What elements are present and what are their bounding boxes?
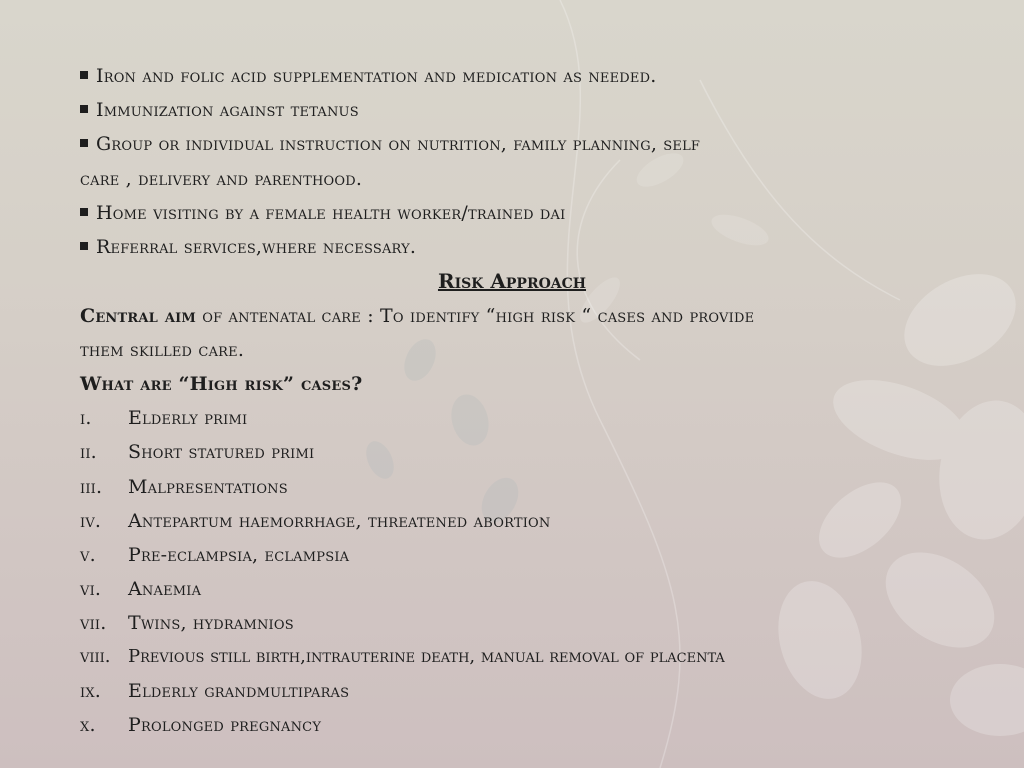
case-number: iv. [80, 510, 102, 532]
central-aim-label: Central aim [80, 305, 196, 327]
case-text: Prolonged pregnancy [128, 714, 322, 736]
central-aim-text: of antenatal care : To identify “high risk “ cases and provide [196, 305, 755, 327]
square-bullet-icon [80, 242, 88, 250]
case-number: vii. [80, 612, 107, 634]
square-bullet-icon [80, 208, 88, 216]
case-number: iii. [80, 476, 103, 498]
case-item [80, 611, 294, 635]
square-bullet-icon [80, 105, 88, 113]
case-number: vi. [80, 578, 102, 600]
case-number: viii. [80, 646, 111, 667]
case-item [80, 406, 247, 430]
central-aim-line [80, 304, 754, 328]
case-item [80, 440, 314, 464]
square-bullet-icon [80, 139, 88, 147]
bullet-item: Iron and folic acid supplementation and medication as needed. [80, 64, 656, 88]
case-number: i. [80, 407, 92, 429]
case-number: x. [80, 714, 96, 736]
section-heading: Risk Approach [437, 269, 587, 293]
case-item [80, 679, 349, 703]
case-number: v. [80, 544, 96, 566]
bullet-item: Immunization against tetanus [80, 98, 359, 122]
case-item [80, 475, 288, 499]
case-item [80, 509, 550, 533]
case-item [80, 645, 725, 669]
bullet-item: Home visiting by a female health worker/trained dai [80, 201, 565, 225]
case-text: Antepartum haemorrhage, threatened abortion [128, 510, 551, 532]
case-text: Pre-eclampsia, eclampsia [128, 544, 350, 566]
case-number: ii. [80, 441, 97, 463]
case-number: ix. [80, 680, 102, 702]
question-heading: What are “High risk” cases? [80, 373, 363, 395]
case-text: Malpresentations [128, 476, 288, 498]
case-text: Previous still birth,intrauterine death, manual removal of placenta [128, 646, 725, 667]
case-text: Anaemia [128, 578, 202, 600]
case-item [80, 543, 349, 567]
square-bullet-icon [80, 71, 88, 79]
bullet-item: Group or individual instruction on nutrition, family planning, self [80, 132, 700, 156]
case-text: Short statured primi [128, 441, 315, 463]
bullet-item: Referral services,where necessary. [80, 235, 416, 259]
case-item [80, 713, 321, 737]
case-text: Elderly grandmultiparas [128, 680, 350, 702]
case-text: Elderly primi [128, 407, 248, 429]
central-aim-continuation: them skilled care. [80, 339, 245, 361]
case-text: Twins, hydramnios [128, 612, 294, 634]
bullet-item-continuation: care , delivery and parenthood. [80, 168, 363, 190]
case-item [80, 577, 201, 601]
